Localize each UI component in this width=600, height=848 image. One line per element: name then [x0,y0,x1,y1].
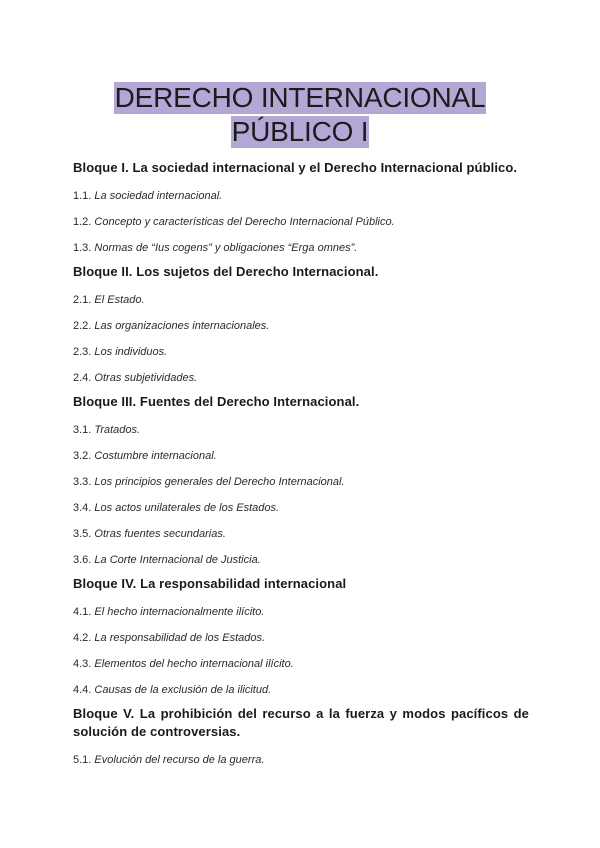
item-number: 3.2. [73,450,92,462]
syllabus-item [73,241,529,255]
item-number: 2.4. [73,372,92,384]
syllabus-item [73,631,529,645]
item-number: 1.2. [73,216,92,228]
item-text: El hecho internacionalmente ilícito. [94,606,265,618]
item-text: Los actos unilaterales de los Estados. [94,502,280,514]
item-text: Los principios generales del Derecho Internacional. [94,476,345,488]
item-text: Otras subjetividades. [94,372,198,384]
item-text: La responsabilidad de los Estados. [94,632,266,644]
item-text: Tratados. [94,424,141,436]
item-number: 2.3. [73,346,92,358]
item-text: Elementos del hecho internacional ilícito. [94,658,294,670]
syllabus-item [73,553,529,567]
item-text: Causas de la exclusión de la ilicitud. [94,684,272,696]
item-text: La Corte Internacional de Justicia. [94,554,261,566]
title-line-2: PÚBLICO I [231,116,369,147]
item-number: 3.1. [73,424,92,436]
block-heading: Bloque V. La prohibición del recurso a la fuerza y modos pacíficos de solución de controversias. [73,706,529,739]
item-text: Normas de “Ius cogens” y obligaciones “Erga omnes”. [94,242,358,254]
item-number: 1.3. [73,242,92,254]
item-number: 4.4. [73,684,92,696]
item-text: Los individuos. [94,346,168,358]
syllabus-item [73,527,529,541]
syllabus-item [73,605,529,619]
item-text: Las organizaciones internacionales. [94,320,270,332]
syllabus-item [73,293,529,307]
item-number: 5.1. [73,754,92,766]
item-number: 1.1. [73,190,92,202]
syllabus-item [73,449,529,463]
item-number: 3.6. [73,554,92,566]
item-text: Costumbre internacional. [94,450,217,462]
block-heading: Bloque I. La sociedad internacional y el Derecho Internacional público. [73,160,518,175]
item-number: 3.4. [73,502,92,514]
item-text: Evolución del recurso de la guerra. [94,754,265,766]
syllabus-block [73,263,529,385]
item-number: 2.2. [73,320,92,332]
item-text: Otras fuentes secundarias. [94,528,226,540]
item-number: 4.3. [73,658,92,670]
item-number: 4.1. [73,606,92,618]
syllabus-item [73,753,529,767]
syllabus-item [73,345,529,359]
document-title [0,82,600,148]
item-text: El Estado. [94,294,145,306]
title-line-1: DERECHO INTERNACIONAL [114,82,486,113]
item-number: 3.5. [73,528,92,540]
item-number: 3.3. [73,476,92,488]
block-heading: Bloque II. Los sujetos del Derecho Internacional. [73,264,379,279]
item-text: La sociedad internacional. [94,190,223,202]
syllabus-item [73,657,529,671]
block-heading: Bloque III. Fuentes del Derecho Internacional. [73,394,360,409]
syllabus-block [73,705,529,767]
syllabus-item [73,501,529,515]
block-heading: Bloque IV. La responsabilidad internacional [73,576,347,591]
syllabus-item [73,215,529,229]
syllabus-content [73,159,529,767]
syllabus-item [73,319,529,333]
item-number: 4.2. [73,632,92,644]
syllabus-block [73,575,529,697]
item-number: 2.1. [73,294,92,306]
syllabus-item [73,371,529,385]
item-text: Concepto y características del Derecho Internacional Público. [94,216,395,228]
syllabus-block [73,393,529,567]
syllabus-item [73,475,529,489]
syllabus-block [73,159,529,255]
syllabus-item [73,683,529,697]
syllabus-item [73,423,529,437]
syllabus-item [73,189,529,203]
